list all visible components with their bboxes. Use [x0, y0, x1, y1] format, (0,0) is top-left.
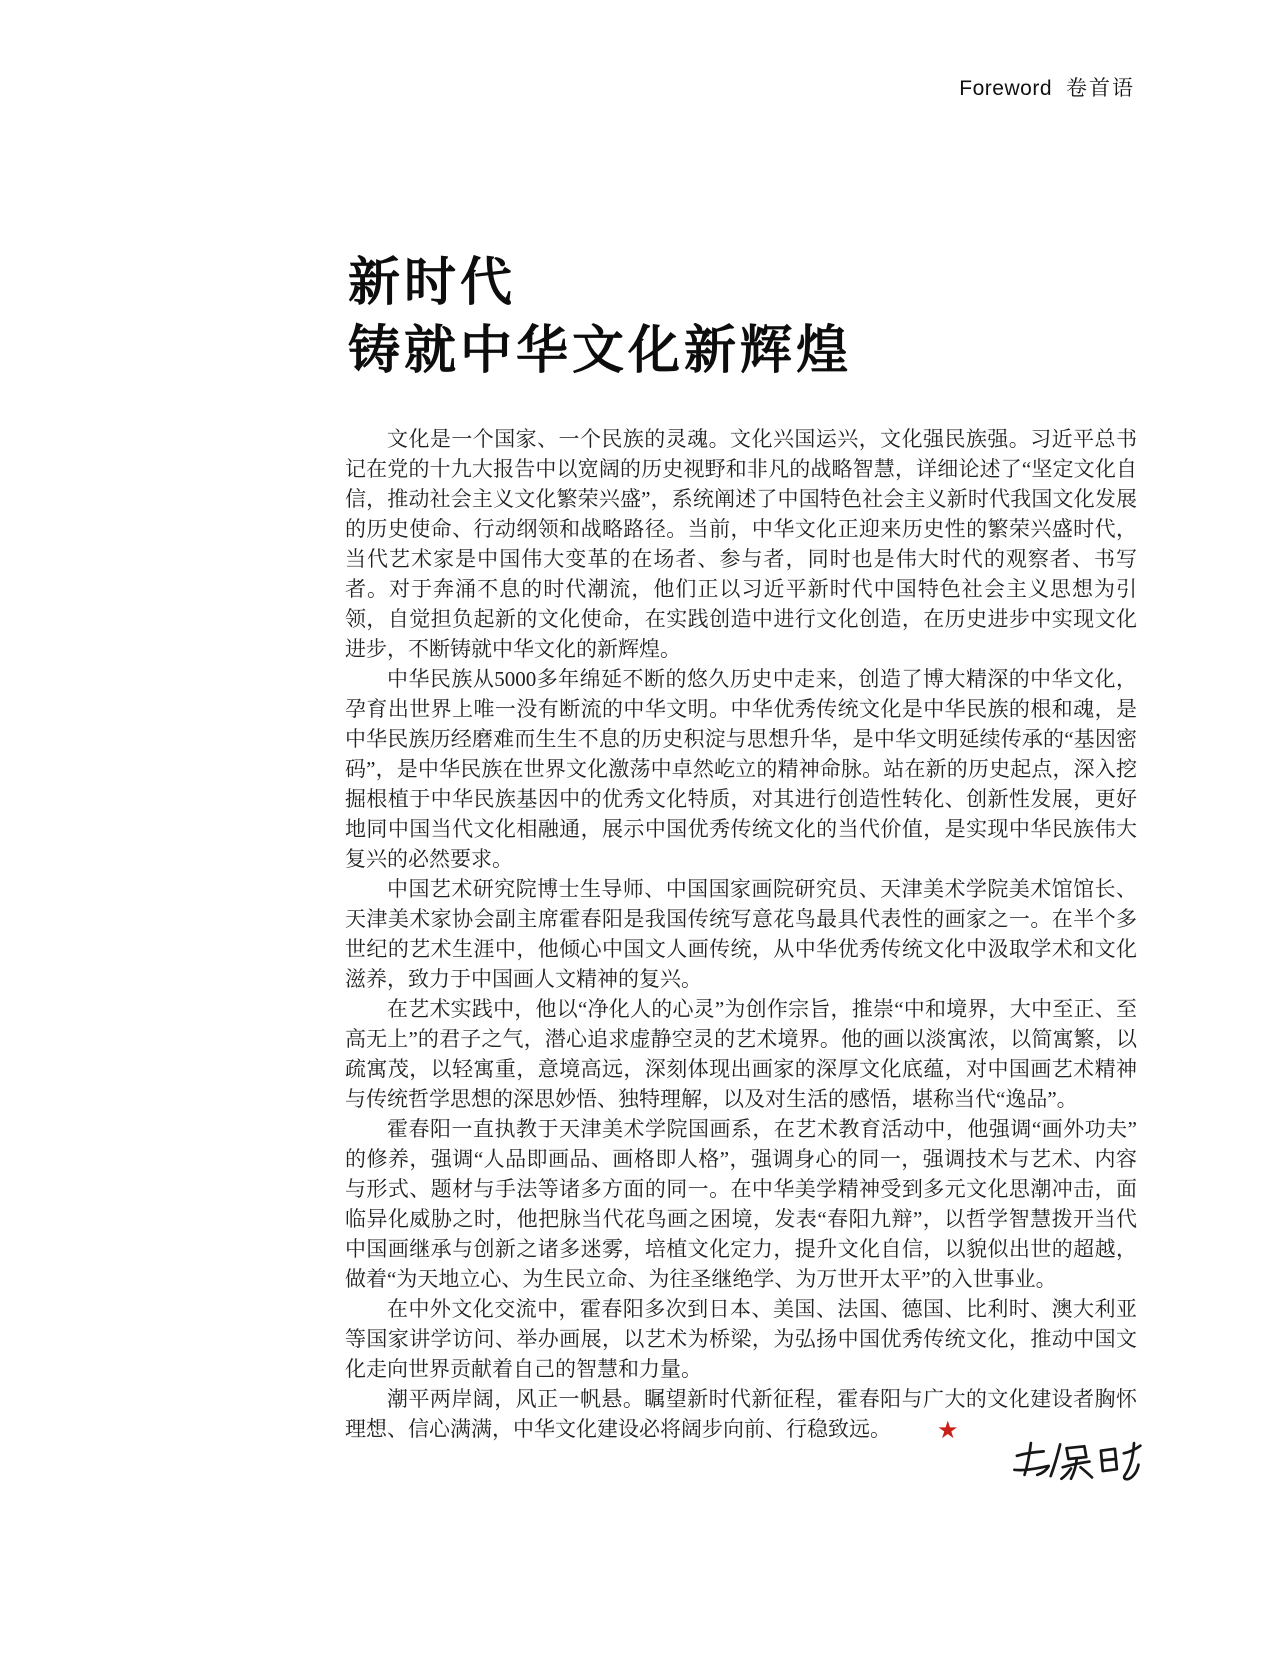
paragraph: 在中外文化交流中，霍春阳多次到日本、美国、法国、德国、比利时、澳大利亚等国家讲学访问、举办画展，以艺术为桥梁，为弘扬中国优秀传统文化，推动中国文化走向世界贡献着自己的智慧和力量。 — [345, 1297, 1137, 1381]
paragraph: 中国艺术研究院博士生导师、中国国家画院研究员、天津美术学院美术馆馆长、天津美术家协会副主席霍春阳是我国传统写意花鸟最具代表性的画家之一。在半个多世纪的艺术生涯中，他倾心中国文人画传统，从中华优秀传统文化中汲取学术和文化滋养，致力于中国画人文精神的复兴。 — [345, 877, 1137, 991]
running-head-english: Foreword — [959, 77, 1052, 100]
paragraph: 中华民族从5000多年绵延不断的悠久历史中走来，创造了博大精深的中华文化，孕育出世界上唯一没有断流的中华文明。中华优秀传统文化是中华民族的根和魂，是中华民族历经磨难而生生不息的历史积淀与思想升华，是中华文明延续传承的“基因密码”，是中华民族在世界文化激荡中卓然屹立的精神命脉。站在新的历史起点，深入挖掘根植于中华民族基因中的优秀文化特质，对其进行创造性转化、创新性发展，更好地同中国当代文化相融通，展示中国优秀传统文化的当代价值，是实现中华民族伟大复兴的必然要求。 — [345, 667, 1137, 871]
running-head — [959, 72, 1135, 102]
running-head-chinese: 卷首语 — [1066, 77, 1135, 100]
article-title — [348, 250, 852, 386]
article-title-line1: 新时代 — [348, 254, 517, 312]
signature-strokes — [1008, 1430, 1148, 1502]
article-body — [345, 424, 1137, 1444]
article-title-line2: 铸就中华文化新辉煌 — [348, 322, 853, 380]
paragraph: 霍春阳一直执教于天津美术学院国画系，在艺术教育活动中，他强调“画外功夫”的修养，强调“人品即画品、画格即人格”，强调身心的同一，强调技术与艺术、内容与形式、题材与手法等诸多方面的同一。在中华美学精神受到多元文化思潮冲击，面临异化威胁之时，他把脉当代花鸟画之困境，发表“春阳九辩”，以哲学智慧拨开当代中国画继承与创新之诸多迷雾，培植文化定力，提升文化自信，以貌似出世的超越，做着“为天地立心、为生民立命、为往圣继绝学、为万世开太平”的入世事业。 — [345, 1117, 1137, 1291]
signature-handwriting — [1008, 1430, 1148, 1502]
paragraph: 在艺术实践中，他以“净化人的心灵”为创作宗旨，推崇“中和境界，大中至正、至高无上”的君子之气，潜心追求虚静空灵的艺术境界。他的画以淡寓浓，以简寓繁，以疏寓茂，以轻寓重，意境高远，深刻体现出画家的深厚文化底蕴，对中国画艺术精神与传统哲学思想的深思妙悟、独特理解，以及对生活的感悟，堪称当代“逸品”。 — [345, 997, 1137, 1111]
end-star-icon: ★ — [937, 1416, 959, 1444]
paragraph-last-text: 潮平两岸阔，风正一帆悬。瞩望新时代新征程，霍春阳与广大的文化建设者胸怀理想、信心满满，中华文化建设必将阔步向前、行稳致远。 — [345, 1387, 1137, 1441]
paragraph: 文化是一个国家、一个民族的灵魂。文化兴国运兴，文化强民族强。习近平总书记在党的十九大报告中以宽阔的历史视野和非凡的战略智慧，详细论述了“坚定文化自信，推动社会主义文化繁荣兴盛”，系统阐述了中国特色社会主义新时代我国文化发展的历史使命、行动纲领和战略路径。当前，中华文化正迎来历史性的繁荣兴盛时代，当代艺术家是中国伟大变革的在场者、参与者，同时也是伟大时代的观察者、书写者。对于奔涌不息的时代潮流，他们正以习近平新时代中国特色社会主义思想为引领，自觉担负起新的文化使命，在实践创造中进行文化创造，在历史进步中实现文化进步，不断铸就中华文化的新辉煌。 — [345, 427, 1137, 661]
